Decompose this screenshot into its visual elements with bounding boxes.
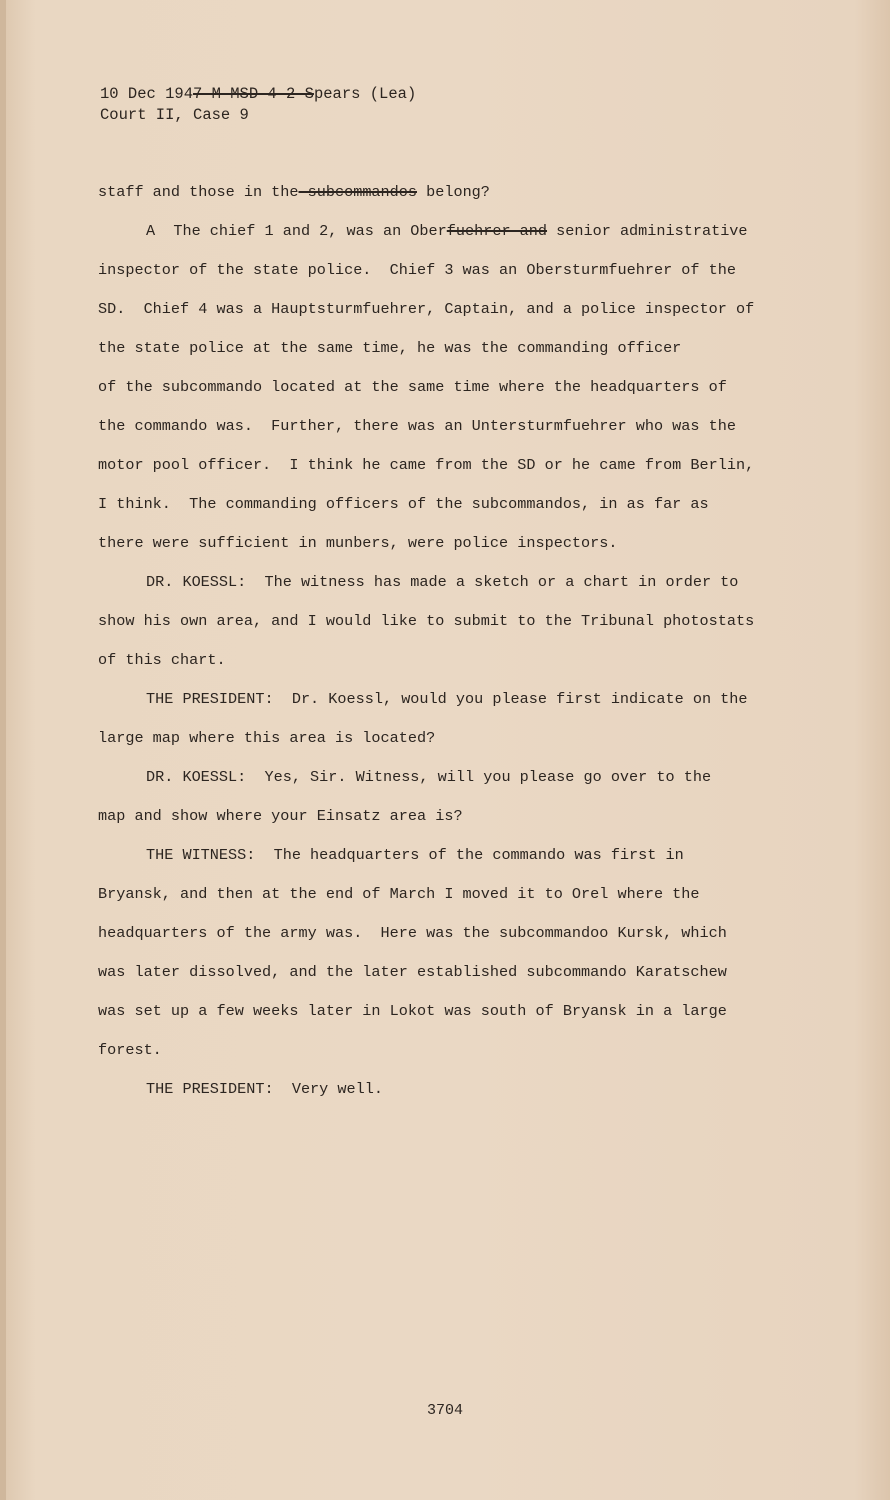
- transcript-line: of the subcommando located at the same time where the headquarters of: [98, 378, 727, 396]
- transcript-line: there were sufficient in munbers, were police inspectors.: [98, 534, 618, 552]
- transcript-line: headquarters of the army was. Here was the subcommandoo Kursk, which: [98, 924, 727, 942]
- transcript-line: THE PRESIDENT: Very well.: [146, 1080, 383, 1098]
- transcript-line: Bryansk, and then at the end of March I moved it to Orel where the: [98, 885, 700, 903]
- transcript-line: inspector of the state police. Chief 3 was an Obersturmfuehrer of the: [98, 261, 736, 279]
- transcript-body: [98, 181, 798, 1117]
- transcript-line: the state police at the same time, he was the commanding officer: [98, 339, 682, 357]
- document-header: [100, 84, 416, 126]
- transcript-line: was later dissolved, and the later established subcommando Karatschew: [98, 963, 727, 981]
- transcript-line: forest.: [98, 1041, 162, 1059]
- transcript-line: was set up a few weeks later in Lokot was south of Bryansk in a large: [98, 1002, 727, 1020]
- transcript-line: motor pool officer. I think he came from the SD or he came from Berlin,: [98, 456, 755, 474]
- transcript-line: SD. Chief 4 was a Hauptsturmfuehrer, Captain, and a police inspector of: [98, 300, 755, 318]
- transcript-line: I think. The commanding officers of the subcommandos, in as far as: [98, 495, 709, 513]
- transcript-line: of this chart.: [98, 651, 226, 669]
- header-court-line: Court II, Case 9: [100, 106, 249, 124]
- transcript-line: DR. KOESSL: Yes, Sir. Witness, will you please go over to the: [146, 768, 712, 786]
- transcript-line: A The chief 1 and 2, was an Oberfuehrer and senior administrative: [146, 222, 748, 240]
- transcript-line: THE PRESIDENT: Dr. Koessl, would you please first indicate on the: [146, 690, 748, 708]
- page-number: 3704: [426, 1402, 463, 1419]
- transcript-line: THE WITNESS: The headquarters of the commando was first in: [146, 846, 684, 864]
- transcript-line: staff and those in the subcommandos belong?: [98, 183, 490, 201]
- transcript-line: DR. KOESSL: The witness has made a sketch or a chart in order to: [146, 573, 739, 591]
- page-edge: [0, 0, 6, 1500]
- transcript-line: large map where this area is located?: [98, 729, 436, 747]
- transcript-line: map and show where your Einsatz area is?: [98, 807, 463, 825]
- transcript-line: show his own area, and I would like to submit to the Tribunal photostats: [98, 612, 755, 630]
- transcript-line: the commando was. Further, there was an Untersturmfuehrer who was the: [98, 417, 736, 435]
- header-date-line: 10 Dec 1947 M MSD 4-2 Spears (Lea): [100, 85, 417, 103]
